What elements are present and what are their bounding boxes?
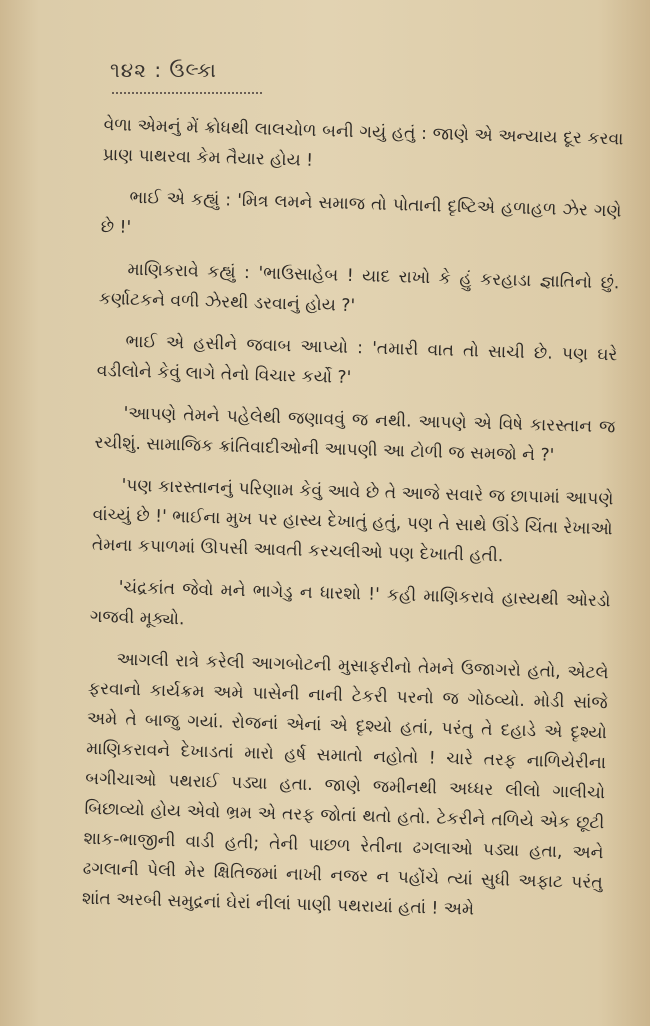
book-title: ઉલ્કા <box>169 58 217 82</box>
paragraph: 'ચંદ્રકાંત જેવો મને ભાગેડુ ન ધારશો !' કહી માણિકરાવે હાસ્યથી ઓરડો ગજવી મૂક્યો. <box>89 577 611 630</box>
paragraph: વેળા એમનું મેં ક્રોધથી લાલચોળ બની ગયું હતું : જાણે એ અન્યાય દૂર કરવા પ્રાણ પાથરવા કેમ તૈયાર હોય ! <box>102 114 624 171</box>
header-separator: : <box>154 58 163 82</box>
paragraph: 'આપણે તેમને પહેલેથી જણાવવું જ નથી. આપણે એ વિષે કારસ્તાન જ રચીશું. સામાજિક ક્રાંતિવાદીઓની આપણી આ ટોળી જ સમજો ને ?' <box>94 403 616 466</box>
page-number: ૧૪૨ <box>110 58 147 82</box>
paragraph: 'પણ કારસ્તાનનું પરિણામ કેવું આવે છે તે આજે સવારે જ છાપામાં આપણે વાંચ્યું છે !' ભાઈના મુખ પર હાસ્ય દેખાતું હતું, પણ તે સાથે ઊંડે ચિંતા રેખાઓ તેમના કપાળમાં ઊપસી આવતી કરચલીઓ પણ દેખાતી હતી. <box>91 475 614 567</box>
header-underline <box>112 86 262 94</box>
paragraph: ભાઈ એ કહ્યું : 'મિત્ર લમને સમાજ તો પોતાની દૃષ્ટિએ હળાહળ ઝેર ગણે છે !' <box>100 187 622 238</box>
paragraph: ભાઈ એ હસીને જવાબ આપ્યો : 'તમારી વાત તો સાચી છે. પણ ઘરે વડીલોને કેવું લાગે તેનો વિચાર કર્યો ?' <box>96 331 618 389</box>
paragraph: આગલી રાત્રે કરેલી આગબોટની મુસાફરીનો તેમને ઉજાગરો હતો, એટલે ફરવાનો કાર્યક્રમ અમે પાસેની નાની ટેકરી પરનો જ ગોઠવ્યો. મોડી સાંજે અમે તે બાજુ ગયાં. રોજનાં એનાં એ દૃશ્યો હતાં, પરંતુ તે દહાડે એ દૃશ્યો માણિકરાવને દેખાડતાં મારો હર્ષ સમાતો નહોતો ! ચારે તરફ નાળિયેરીના બગીચાઓ પથરાઈ પડ્યા હતા. જાણે જમીનથી અધ્ધર લીલો ગાલીચો બિછાવ્યો હોય એવો ભ્રમ એ તરફ જોતાં થતો હતો. ટેકરીને તળિયે એક છૂટી શાક-ભાજીની વાડી હતી; તેની પાછળ રેતીના ઢગલાઓ પડ્યા હતા, અને ઢગલાની પેલી મેર ક્ષિતિજમાં નાખી નજર ન પહોંચે ત્યાં સુધી અફાટ પરંતુ શાંત અરબી સમુદ્રનાં ઘેરાં નીલાં પાણી પથરાયાં હતાં ! અમે <box>81 649 609 920</box>
paragraph: માણિકરાવે કહ્યું : 'ભાઉસાહેબ ! યાદ રાખો કે હું કરહાડા જ્ઞાતિનો છું. કર્ણાટકને વળી ઝેરથી ડરવાનું હોય ?' <box>98 259 620 317</box>
page-body <box>81 110 624 940</box>
running-header <box>110 58 217 82</box>
